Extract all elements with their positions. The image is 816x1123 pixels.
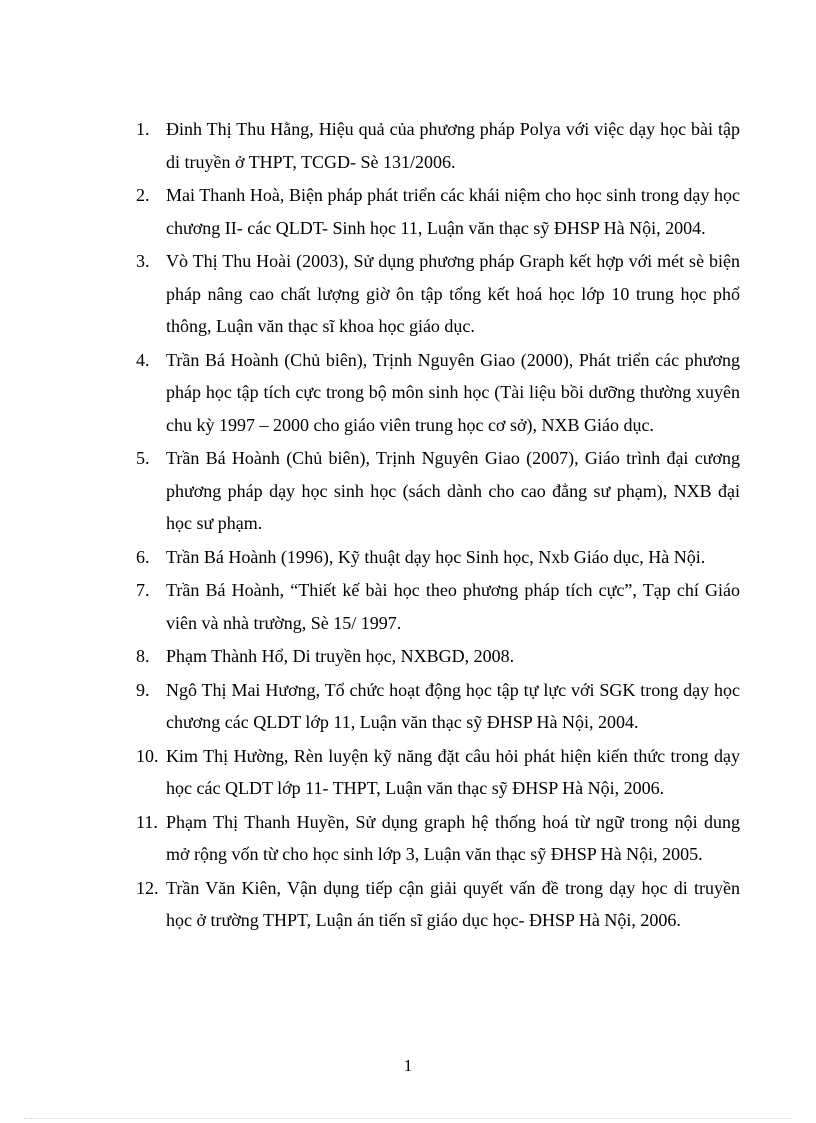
- reference-text: Kim Thị Hường, Rèn luyện kỹ năng đặt câu hỏi phát hiện kiến thức trong dạy học các QLDT lớp 11- THPT, Luận văn thạc sỹ ĐHSP Hà Nội, 2006.: [166, 745, 740, 798]
- reference-number: 7.: [136, 580, 150, 600]
- reference-number: 3.: [136, 251, 150, 271]
- reference-number: 8.: [136, 646, 150, 666]
- reference-text: Vò Thị Thu Hoài (2003), Sử dụng phương pháp Graph kết hợp với mét sè biện pháp nâng cao chất lượng giờ ôn tập tổng kết hoá học lớp 10 trung học phổ thông, Luận văn thạc sĩ khoa học giáo dục.: [166, 251, 740, 336]
- reference-item: [136, 179, 740, 244]
- reference-item: [136, 344, 740, 442]
- reference-text: Ngô Thị Mai Hương, Tổ chức hoạt động học tập tự lực với SGK trong dạy học chương các QLDT lớp 11, Luận văn thạc sỹ ĐHSP Hà Nội, 2004.: [166, 679, 740, 732]
- reference-list: [136, 113, 740, 938]
- reference-item: [136, 872, 740, 937]
- reference-item: [136, 740, 740, 805]
- reference-number: 4.: [136, 349, 150, 370]
- reference-number: 5.: [136, 448, 150, 468]
- reference-item: [136, 574, 740, 639]
- reference-item: [136, 245, 740, 343]
- reference-text: Mai Thanh Hoà, Biện pháp phát triển các khái niệm cho học sinh trong dạy học chương II- các QLDT- Sinh học 11, Luận văn thạc sỹ ĐHSP Hà Nội, 2004.: [166, 185, 740, 238]
- reference-number: 6.: [136, 546, 150, 567]
- reference-text: Đinh Thị Thu Hằng, Hiệu quả của phương pháp Polya với việc dạy học bài tập di truyền ở THPT, TCGD- Sè 131/2006.: [166, 119, 740, 172]
- reference-text: Trần Bá Hoành (Chủ biên), Trịnh Nguyên Giao (2000), Phát triển các phương pháp học tập tích cực trong bộ môn sinh học (Tài liệu bồi dưỡng thường xuyên chu kỳ 1997 – 2000 cho giáo viên trung học cơ sở), NXB Giáo dục.: [166, 349, 740, 435]
- reference-item: [136, 674, 740, 739]
- reference-text: Trần Văn Kiên, Vận dụng tiếp cận giải quyết vấn đề trong dạy học di truyền học ở trường THPT, Luận án tiến sĩ giáo dục học- ĐHSP Hà Nội, 2006.: [166, 877, 740, 930]
- reference-text: Trần Bá Hoành (1996), Kỹ thuật dạy học Sinh học, Nxb Giáo dục, Hà Nội.: [166, 546, 706, 567]
- reference-item: [136, 541, 740, 574]
- reference-item: [136, 806, 740, 871]
- page-number: 1: [403, 1056, 413, 1075]
- reference-number: 12.: [136, 877, 159, 898]
- reference-number: 1.: [136, 119, 150, 139]
- reference-item: [136, 113, 740, 178]
- reference-text: Trần Bá Hoành, “Thiết kế bài học theo phương pháp tích cực”, Tạp chí Giáo viên và nhà trường, Sè 15/ 1997.: [166, 580, 740, 633]
- reference-number: 11.: [136, 811, 158, 832]
- reference-number: 9.: [136, 679, 150, 700]
- reference-text: Trần Bá Hoành (Chủ biên), Trịnh Nguyên Giao (2007), Giáo trình đại cương phương pháp dạy học sinh học (sách dành cho cao đẳng sư phạm), NXB đại học sư phạm.: [166, 448, 740, 533]
- reference-number: 10.: [136, 745, 159, 766]
- reference-item: [136, 640, 740, 673]
- reference-number: 2.: [136, 185, 150, 205]
- reference-text: Phạm Thị Thanh Huyền, Sử dụng graph hệ thống hoá từ ngữ trong nội dung mở rộng vốn từ cho học sinh lớp 3, Luận văn thạc sỹ ĐHSP Hà Nội, 2005.: [166, 811, 740, 864]
- reference-text: Phạm Thành Hổ, Di truyền học, NXBGD, 2008.: [166, 646, 515, 666]
- reference-item: [136, 442, 740, 540]
- page-edge-divider: [24, 1118, 792, 1119]
